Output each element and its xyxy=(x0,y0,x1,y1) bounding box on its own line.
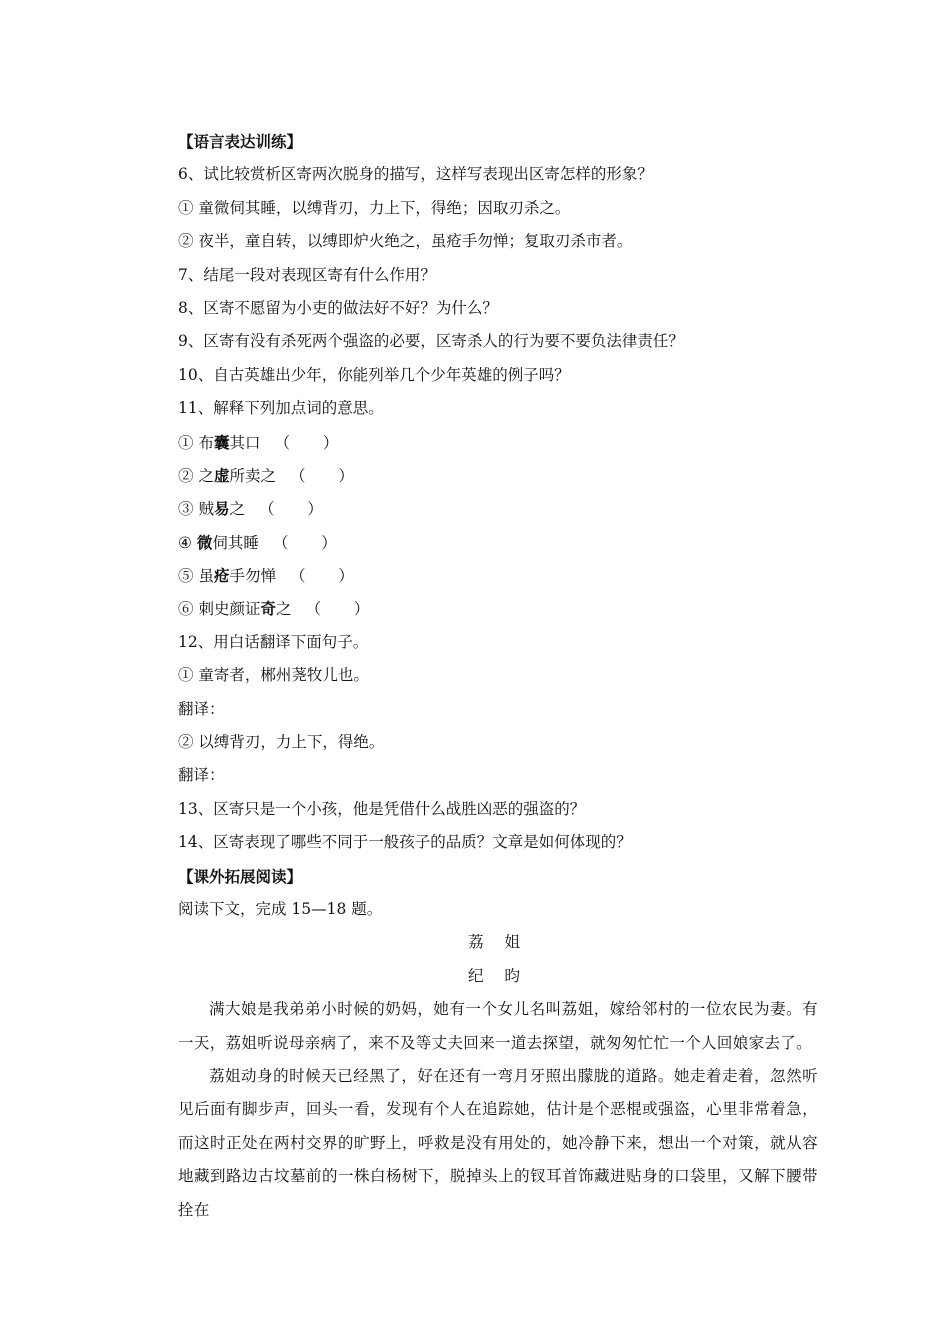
answer-blank: （ ） xyxy=(305,600,384,619)
question-8: 8、区寄不愿留为小吏的做法好不好？为什么？ xyxy=(178,298,498,317)
item-number: ④ xyxy=(178,533,192,552)
dotted-word: 虚 xyxy=(213,465,230,485)
translation-label-1: 翻译： xyxy=(178,699,225,718)
item-text-pre: 之 xyxy=(198,466,214,485)
answer-blank: （ ） xyxy=(290,567,368,586)
question-7: 7、结尾一段对表现区寄有什么作用？ xyxy=(178,265,436,284)
question-10: 10、自古英雄出少年，你能列举几个少年英雄的例子吗？ xyxy=(178,365,570,384)
question-11-item-1 xyxy=(178,426,818,459)
question-9: 9、区寄有没有杀死两个强盗的必要，区寄杀人的行为要不要负法律责任？ xyxy=(178,332,684,351)
question-11-item-2 xyxy=(178,459,818,492)
item-text-post: 之 xyxy=(229,500,245,519)
answer-blank: （ ） xyxy=(290,466,368,485)
item-number: ⑥ xyxy=(178,600,194,619)
question-12: 12、用白话翻译下面句子。 xyxy=(178,632,369,651)
dotted-word: 微 xyxy=(196,532,213,552)
item-text-pre: 刺史颜证 xyxy=(198,600,261,619)
question-11-item-6 xyxy=(178,592,818,625)
item-text-post: 伺其睡 xyxy=(212,533,259,552)
dotted-word: 奇 xyxy=(260,599,276,619)
answer-blank: （ ） xyxy=(272,533,351,552)
item-text-pre: 虽 xyxy=(198,567,214,586)
article-paragraph-2: 荔姐动身的时候天已经黑了，好在还有一弯月牙照出朦胧的道路。她走着走着，忽然听见后面有脚步声，回头一看，发现有个人在追踪她，估计是个恶棍或强盗，心里非常着急，而这时正处在两村交界的旷野上，呼救是没有用处的，她冷静下来，想出一个对策，就从容地藏到路边古坟墓前的一株白杨树下，脱掉头上的钗耳首饰藏进贴身的口袋里，又解下腰带拴在 xyxy=(178,1066,818,1219)
question-6-item-2: ② 夜半，童自转，以缚即炉火绝之，虽疮手勿惮；复取刃杀市者。 xyxy=(178,232,633,251)
question-11-item-4 xyxy=(178,526,818,559)
question-13: 13、区寄只是一个小孩，他是凭借什么战胜凶恶的强盗的？ xyxy=(178,799,586,818)
item-number: ③ xyxy=(178,500,194,519)
question-12-item-2: ② 以缚背刃，力上下，得绝。 xyxy=(178,733,385,752)
item-text-pre: 布 xyxy=(198,433,214,452)
item-text-post: 所卖之 xyxy=(229,466,276,485)
item-number: ② xyxy=(178,466,194,485)
dotted-word: 易 xyxy=(213,499,230,519)
question-6-item-1: ① 童微伺其睡，以缚背刃，力上下，得绝；因取刃杀之。 xyxy=(178,198,571,217)
section-heading-language: 【语言表达训练】 xyxy=(178,132,303,151)
answer-blank: （ ） xyxy=(274,433,353,452)
item-text-post: 其口 xyxy=(229,433,261,452)
document-content xyxy=(178,125,818,1227)
question-14: 14、区寄表现了哪些不同于一般孩子的品质？文章是如何体现的？ xyxy=(178,833,632,852)
dotted-word: 疮 xyxy=(213,566,230,586)
dotted-word: 囊 xyxy=(213,432,230,452)
item-text-post: 手勿惮 xyxy=(229,567,276,586)
item-number: ① xyxy=(178,433,194,452)
article-paragraph-1: 满大娘是我弟弟小时候的奶妈，她有一个女儿名叫荔姐，嫁给邻村的一位农民为妻。有一天，荔姐听说母亲病了，来不及等丈夫回来一道去探望，就匆匆忙忙一个人回娘家去了。 xyxy=(178,1000,818,1052)
question-12-item-1: ① 童寄者，郴州荛牧儿也。 xyxy=(178,666,369,685)
question-11: 11、解释下列加点词的意思。 xyxy=(178,399,384,418)
article-author: 纪 昀 xyxy=(468,966,528,985)
question-11-item-5 xyxy=(178,559,818,592)
article-title: 荔 姐 xyxy=(468,933,528,952)
item-text-pre: 贼 xyxy=(198,500,214,519)
question-6: 6、试比较赏析区寄两次脱身的描写，这样写表现出区寄怎样的形象？ xyxy=(178,165,653,184)
question-11-item-3 xyxy=(178,492,818,525)
translation-label-2: 翻译： xyxy=(178,766,225,785)
item-text-post: 之 xyxy=(275,600,292,619)
section-heading-extended: 【课外拓展阅读】 xyxy=(178,866,303,886)
item-number: ⑤ xyxy=(178,567,194,586)
reading-instruction: 阅读下文，完成 15—18 题。 xyxy=(178,899,383,918)
answer-blank: （ ） xyxy=(259,500,337,519)
